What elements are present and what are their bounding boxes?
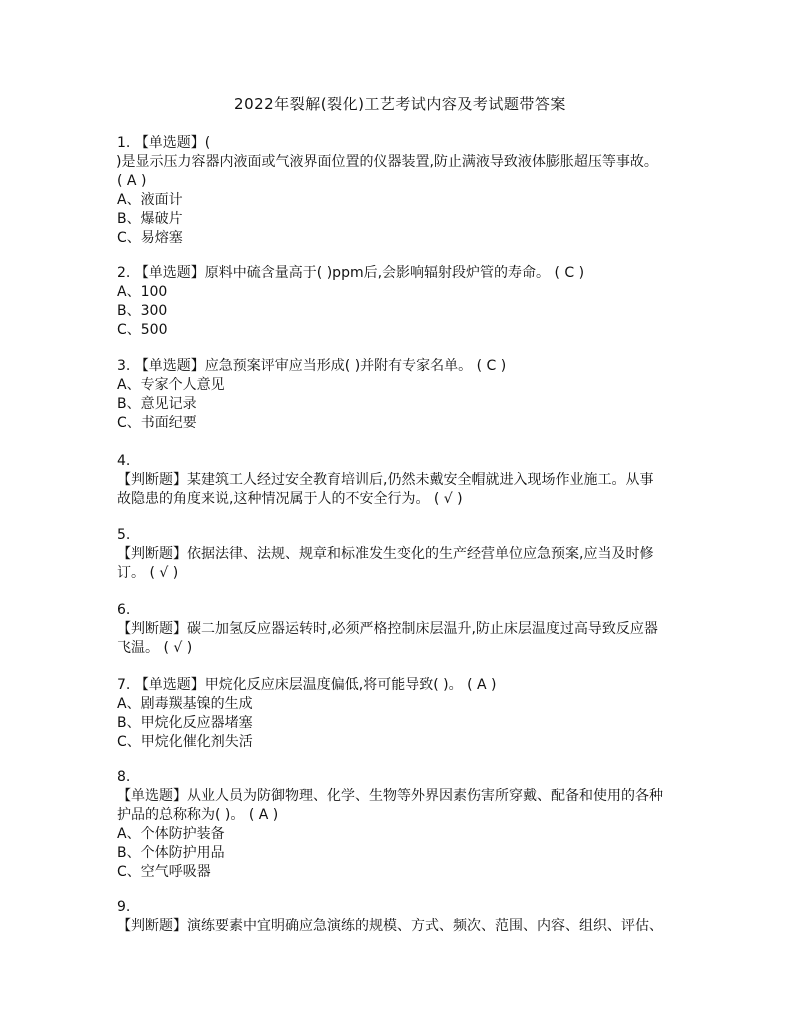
question-text: 【单选题】从业人员为防御物理、化学、生物等外界因素伤害所穿戴、配备和使用的各种	[117, 788, 663, 804]
question-text: 【判断题】演练要素中宜明确应急演练的规模、方式、频次、范围、内容、组织、评估、	[117, 918, 663, 934]
question-3	[117, 357, 687, 433]
question-4	[117, 452, 687, 509]
option-c: C、甲烷化催化剂失活	[117, 734, 253, 750]
option-c: C、书面纪要	[117, 415, 197, 431]
question-number: 6.	[117, 602, 131, 618]
question-6	[117, 601, 687, 658]
question-text: 1. 【单选题】(	[117, 135, 211, 151]
option-b: B、爆破片	[117, 211, 183, 227]
question-text: 【判断题】某建筑工人经过安全教育培训后,仍然未戴安全帽就进入现场作业施工。从事	[117, 472, 654, 488]
question-text: 【判断题】碳二加氢反应器运转时,必须严格控制床层温升,防止床层温度过高导致反应器	[117, 621, 658, 637]
question-number: 5.	[117, 527, 131, 543]
option-c: C、空气呼吸器	[117, 864, 211, 880]
question-text: 护品的总称称为( )。 ( A )	[117, 807, 279, 823]
question-text: 2. 【单选题】原料中硫含量高于( )ppm后,会影响辐射段炉管的寿命。 ( C )	[117, 265, 585, 281]
question-8	[117, 768, 687, 882]
option-a: A、液面计	[117, 192, 183, 208]
question-text: 7. 【单选题】甲烷化反应床层温度偏低,将可能导致( )。 ( A )	[117, 677, 497, 693]
option-a: A、100	[117, 284, 168, 300]
question-number: 4.	[117, 453, 131, 469]
question-text: )是显示压力容器内液面或气液界面位置的仪器装置,防止满液导致液体膨胀超压等事故。	[116, 154, 658, 170]
question-9	[117, 898, 687, 936]
option-b: B、甲烷化反应器堵塞	[117, 715, 253, 731]
question-5	[117, 526, 687, 583]
option-b: B、个体防护用品	[117, 845, 225, 861]
question-text: 订。 ( √ )	[117, 565, 179, 581]
option-a: A、个体防护装备	[117, 826, 225, 842]
question-answer: ( A )	[117, 173, 147, 189]
question-1	[117, 134, 687, 248]
question-2	[117, 264, 687, 340]
option-c: C、500	[117, 322, 168, 338]
option-b: B、300	[117, 303, 168, 319]
option-a: A、剧毒羰基镍的生成	[117, 696, 253, 712]
question-number: 9.	[117, 899, 131, 915]
question-7	[117, 676, 687, 752]
question-text: 3. 【单选题】应急预案评审应当形成( )并附有专家名单。 ( C )	[117, 358, 507, 374]
option-c: C、易熔塞	[117, 230, 183, 246]
question-text: 飞温。 ( √ )	[117, 640, 193, 656]
question-text: 【判断题】依据法律、法规、规章和标准发生变化的生产经营单位应急预案,应当及时修	[117, 546, 654, 562]
question-text: 故隐患的角度来说,这种情况属于人的不安全行为。 ( √ )	[117, 491, 463, 507]
option-b: B、意见记录	[117, 396, 197, 412]
page-title: 2022年裂解(裂化)工艺考试内容及考试题带答案	[234, 95, 566, 113]
option-a: A、专家个人意见	[117, 377, 225, 393]
question-number: 8.	[117, 769, 131, 785]
